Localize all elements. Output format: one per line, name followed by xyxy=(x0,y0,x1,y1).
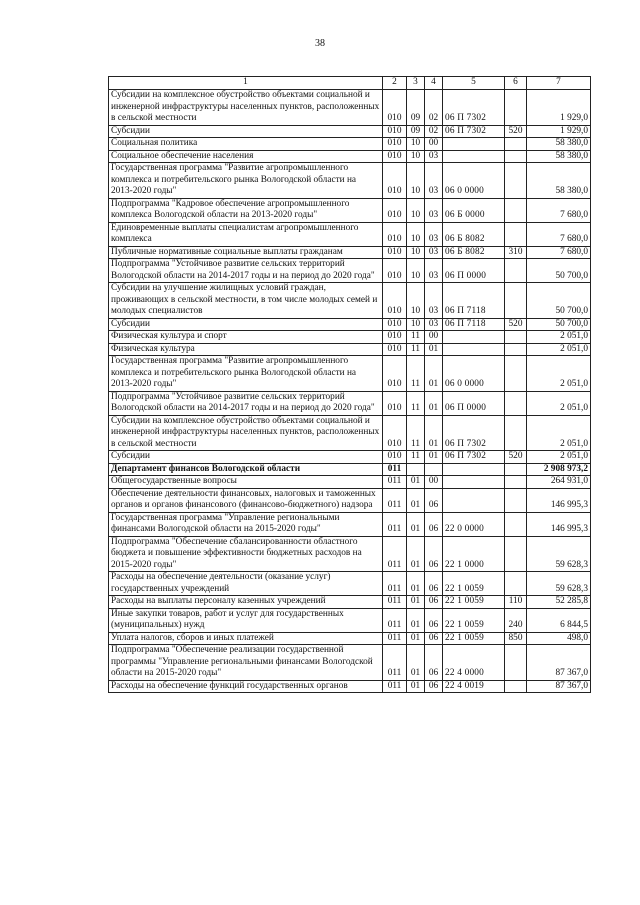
expense-type-cell: 310 xyxy=(505,246,527,259)
header-cell-6: 6 xyxy=(505,77,527,90)
row-name-cell: Единовременные выплаты специалистам агропромышленного комплекса xyxy=(109,222,383,246)
subsection-code-cell: 03 xyxy=(425,163,443,199)
grbs-code-cell: 010 xyxy=(383,222,407,246)
target-article-cell xyxy=(443,463,505,476)
target-article-cell: 06 П 7302 xyxy=(443,125,505,138)
table-row xyxy=(109,463,591,476)
row-name-cell: Социальное обеспечение населения xyxy=(109,150,383,163)
amount-cell: 7 680,0 xyxy=(527,222,591,246)
amount-cell: 87 367,0 xyxy=(527,645,591,681)
grbs-code-cell: 010 xyxy=(383,415,407,451)
target-article-cell: 22 4 0019 xyxy=(443,680,505,693)
grbs-code-cell: 011 xyxy=(383,476,407,489)
expense-type-cell xyxy=(505,343,527,356)
section-code-cell: 11 xyxy=(407,356,425,392)
grbs-code-cell: 010 xyxy=(383,198,407,222)
grbs-code-cell: 011 xyxy=(383,632,407,645)
grbs-code-cell: 010 xyxy=(383,125,407,138)
amount-cell: 50 700,0 xyxy=(527,318,591,331)
row-name-cell: Субсидии xyxy=(109,318,383,331)
subsection-code-cell: 01 xyxy=(425,391,443,415)
grbs-code-cell: 010 xyxy=(383,343,407,356)
section-code-cell: 10 xyxy=(407,163,425,199)
subsection-code-cell: 02 xyxy=(425,90,443,126)
row-name-cell: Подпрограмма "Кадровое обеспечение агропромышленного комплекса Вологодской области на 2013-2020 годы" xyxy=(109,198,383,222)
target-article-cell: 22 1 0059 xyxy=(443,596,505,609)
target-article-cell: 22 1 0059 xyxy=(443,632,505,645)
table-row xyxy=(109,259,591,283)
expense-type-cell xyxy=(505,512,527,536)
subsection-code-cell: 01 xyxy=(425,356,443,392)
table-row xyxy=(109,331,591,344)
grbs-code-cell: 010 xyxy=(383,163,407,199)
row-name-cell: Социальная политика xyxy=(109,138,383,151)
subsection-code-cell: 06 xyxy=(425,608,443,632)
subsection-code-cell: 00 xyxy=(425,138,443,151)
subsection-code-cell: 06 xyxy=(425,512,443,536)
subsection-code-cell: 06 xyxy=(425,572,443,596)
expense-type-cell xyxy=(505,536,527,572)
section-code-cell: 01 xyxy=(407,596,425,609)
subsection-code-cell: 06 xyxy=(425,488,443,512)
expense-type-cell xyxy=(505,572,527,596)
header-cell-3: 3 xyxy=(407,77,425,90)
table-row xyxy=(109,415,591,451)
subsection-code-cell: 03 xyxy=(425,283,443,319)
expense-type-cell xyxy=(505,150,527,163)
grbs-code-cell: 010 xyxy=(383,150,407,163)
table-row xyxy=(109,680,591,693)
amount-cell: 2 051,0 xyxy=(527,343,591,356)
target-article-cell: 06 П 7302 xyxy=(443,90,505,126)
header-cell-2: 2 xyxy=(383,77,407,90)
expense-type-cell xyxy=(505,356,527,392)
section-code-cell: 10 xyxy=(407,222,425,246)
row-name-cell: Физическая культура и спорт xyxy=(109,331,383,344)
section-code-cell: 09 xyxy=(407,125,425,138)
subsection-code-cell: 01 xyxy=(425,451,443,464)
section-code-cell: 10 xyxy=(407,259,425,283)
table-row xyxy=(109,150,591,163)
table-row xyxy=(109,572,591,596)
table-row xyxy=(109,246,591,259)
row-name-cell: Субсидии xyxy=(109,125,383,138)
amount-cell: 6 844,5 xyxy=(527,608,591,632)
header-cell-4: 4 xyxy=(425,77,443,90)
table-row xyxy=(109,632,591,645)
target-article-cell: 06 Б 0000 xyxy=(443,198,505,222)
section-code-cell: 01 xyxy=(407,680,425,693)
section-code-cell: 01 xyxy=(407,645,425,681)
target-article-cell xyxy=(443,138,505,151)
section-code-cell: 11 xyxy=(407,451,425,464)
target-article-cell: 06 П 7118 xyxy=(443,318,505,331)
subsection-code-cell: 02 xyxy=(425,125,443,138)
section-code-cell: 01 xyxy=(407,536,425,572)
expense-type-cell: 110 xyxy=(505,596,527,609)
amount-cell: 50 700,0 xyxy=(527,259,591,283)
target-article-cell: 22 4 0000 xyxy=(443,645,505,681)
amount-cell: 87 367,0 xyxy=(527,680,591,693)
amount-cell: 7 680,0 xyxy=(527,246,591,259)
row-name-cell: Подпрограмма "Устойчивое развитие сельских территорий Вологодской области на 2014-2017 годы и на период до 2020 года" xyxy=(109,391,383,415)
grbs-code-cell: 010 xyxy=(383,246,407,259)
section-code-cell: 01 xyxy=(407,608,425,632)
row-name-cell: Уплата налогов, сборов и иных платежей xyxy=(109,632,383,645)
amount-cell: 264 931,0 xyxy=(527,476,591,489)
subsection-code-cell: 06 xyxy=(425,680,443,693)
budget-table-body xyxy=(109,77,591,693)
grbs-code-cell: 011 xyxy=(383,680,407,693)
amount-cell: 2 051,0 xyxy=(527,391,591,415)
section-code-cell: 09 xyxy=(407,90,425,126)
section-code-cell: 10 xyxy=(407,138,425,151)
grbs-code-cell: 011 xyxy=(383,645,407,681)
grbs-code-cell: 011 xyxy=(383,596,407,609)
target-article-cell xyxy=(443,343,505,356)
row-name-cell: Подпрограмма "Устойчивое развитие сельских территорий Вологодской области на 2014-2017 годы и на период до 2020 года" xyxy=(109,259,383,283)
expense-type-cell xyxy=(505,391,527,415)
target-article-cell: 06 П 7302 xyxy=(443,415,505,451)
expense-type-cell xyxy=(505,259,527,283)
table-row xyxy=(109,488,591,512)
subsection-code-cell: 06 xyxy=(425,596,443,609)
table-row xyxy=(109,596,591,609)
grbs-code-cell: 011 xyxy=(383,572,407,596)
table-row xyxy=(109,283,591,319)
expense-type-cell xyxy=(505,163,527,199)
row-name-cell: Государственная программа "Развитие агропромышленного комплекса и потребительского рынка Вологодской области на 2013-2020 годы" xyxy=(109,163,383,199)
subsection-code-cell: 00 xyxy=(425,476,443,489)
target-article-cell xyxy=(443,476,505,489)
header-cell-5: 5 xyxy=(443,77,505,90)
target-article-cell: 22 0 0000 xyxy=(443,512,505,536)
grbs-code-cell: 010 xyxy=(383,356,407,392)
row-name-cell: Департамент финансов Вологодской области xyxy=(109,463,383,476)
expense-type-cell xyxy=(505,476,527,489)
section-code-cell: 01 xyxy=(407,476,425,489)
amount-cell: 2 908 973,2 xyxy=(527,463,591,476)
expense-type-cell xyxy=(505,198,527,222)
amount-cell: 52 285,8 xyxy=(527,596,591,609)
grbs-code-cell: 010 xyxy=(383,318,407,331)
row-name-cell: Государственная программа "Развитие агропромышленного комплекса и потребительского рынка Вологодской области на 2013-2020 годы" xyxy=(109,356,383,392)
expense-type-cell: 240 xyxy=(505,608,527,632)
subsection-code-cell: 03 xyxy=(425,150,443,163)
expense-type-cell: 520 xyxy=(505,451,527,464)
target-article-cell: 22 1 0059 xyxy=(443,608,505,632)
page-number: 38 xyxy=(315,38,325,49)
table-row xyxy=(109,198,591,222)
section-code-cell: 11 xyxy=(407,343,425,356)
row-name-cell: Субсидии на комплексное обустройство объектами социальной и инженерной инфраструктуры населенных пунктов, расположенных в сельской местности xyxy=(109,90,383,126)
section-code-cell: 01 xyxy=(407,488,425,512)
target-article-cell: 06 П 7302 xyxy=(443,451,505,464)
amount-cell: 7 680,0 xyxy=(527,198,591,222)
subsection-code-cell: 06 xyxy=(425,632,443,645)
table-row xyxy=(109,356,591,392)
grbs-code-cell: 011 xyxy=(383,463,407,476)
amount-cell: 58 380,0 xyxy=(527,150,591,163)
expense-type-cell xyxy=(505,283,527,319)
grbs-code-cell: 010 xyxy=(383,259,407,283)
grbs-code-cell: 010 xyxy=(383,451,407,464)
section-code-cell: 01 xyxy=(407,512,425,536)
table-row xyxy=(109,125,591,138)
subsection-code-cell: 06 xyxy=(425,536,443,572)
subsection-code-cell: 06 xyxy=(425,645,443,681)
target-article-cell xyxy=(443,150,505,163)
table-header-row xyxy=(109,77,591,90)
amount-cell: 1 929,0 xyxy=(527,125,591,138)
amount-cell: 59 628,3 xyxy=(527,572,591,596)
subsection-code-cell: 00 xyxy=(425,331,443,344)
amount-cell: 2 051,0 xyxy=(527,331,591,344)
subsection-code-cell xyxy=(425,463,443,476)
grbs-code-cell: 010 xyxy=(383,391,407,415)
expense-type-cell: 520 xyxy=(505,318,527,331)
grbs-code-cell: 010 xyxy=(383,90,407,126)
row-name-cell: Иные закупки товаров, работ и услуг для государственных (муниципальных) нужд xyxy=(109,608,383,632)
row-name-cell: Публичные нормативные социальные выплаты гражданам xyxy=(109,246,383,259)
section-code-cell: 10 xyxy=(407,150,425,163)
amount-cell: 498,0 xyxy=(527,632,591,645)
expense-type-cell xyxy=(505,138,527,151)
expense-type-cell xyxy=(505,90,527,126)
amount-cell: 58 380,0 xyxy=(527,163,591,199)
target-article-cell: 06 Б 8082 xyxy=(443,246,505,259)
section-code-cell: 01 xyxy=(407,572,425,596)
subsection-code-cell: 03 xyxy=(425,318,443,331)
amount-cell: 2 051,0 xyxy=(527,356,591,392)
table-row xyxy=(109,222,591,246)
section-code-cell: 11 xyxy=(407,331,425,344)
expense-type-cell xyxy=(505,331,527,344)
target-article-cell: 06 0 0000 xyxy=(443,356,505,392)
amount-cell: 146 995,3 xyxy=(527,512,591,536)
section-code-cell xyxy=(407,463,425,476)
subsection-code-cell: 03 xyxy=(425,198,443,222)
target-article-cell xyxy=(443,331,505,344)
grbs-code-cell: 011 xyxy=(383,608,407,632)
row-name-cell: Физическая культура xyxy=(109,343,383,356)
grbs-code-cell: 010 xyxy=(383,331,407,344)
amount-cell: 58 380,0 xyxy=(527,138,591,151)
table-row xyxy=(109,608,591,632)
table-row xyxy=(109,476,591,489)
section-code-cell: 11 xyxy=(407,415,425,451)
section-code-cell: 10 xyxy=(407,283,425,319)
row-name-cell: Субсидии на улучшение жилищных условий граждан, проживающих в сельской местности, в том числе молодых семей и молодых специалистов xyxy=(109,283,383,319)
target-article-cell: 22 1 0059 xyxy=(443,572,505,596)
table-row xyxy=(109,512,591,536)
expense-type-cell xyxy=(505,680,527,693)
row-name-cell: Субсидии xyxy=(109,451,383,464)
header-cell-1: 1 xyxy=(109,77,383,90)
budget-table xyxy=(108,76,591,693)
table-row xyxy=(109,451,591,464)
row-name-cell: Подпрограмма "Обеспечение сбалансированности областного бюджета и повышение эффективности бюджетных расходов на 2015-2020 годы" xyxy=(109,536,383,572)
expense-type-cell: 850 xyxy=(505,632,527,645)
amount-cell: 2 051,0 xyxy=(527,451,591,464)
target-article-cell: 06 П 0000 xyxy=(443,391,505,415)
grbs-code-cell: 010 xyxy=(383,283,407,319)
section-code-cell: 01 xyxy=(407,632,425,645)
table-row xyxy=(109,138,591,151)
amount-cell: 59 628,3 xyxy=(527,536,591,572)
expense-type-cell xyxy=(505,415,527,451)
subsection-code-cell: 03 xyxy=(425,222,443,246)
subsection-code-cell: 03 xyxy=(425,259,443,283)
header-cell-7: 7 xyxy=(527,77,591,90)
expense-type-cell xyxy=(505,645,527,681)
table-row xyxy=(109,318,591,331)
amount-cell: 2 051,0 xyxy=(527,415,591,451)
expense-type-cell: 520 xyxy=(505,125,527,138)
row-name-cell: Обеспечение деятельности финансовых, налоговых и таможенных органов и органов финансового (финансово-бюджетного) надзора xyxy=(109,488,383,512)
expense-type-cell xyxy=(505,488,527,512)
expense-type-cell xyxy=(505,463,527,476)
grbs-code-cell: 011 xyxy=(383,536,407,572)
subsection-code-cell: 01 xyxy=(425,343,443,356)
target-article-cell xyxy=(443,488,505,512)
section-code-cell: 10 xyxy=(407,198,425,222)
table-row xyxy=(109,391,591,415)
row-name-cell: Расходы на обеспечение деятельности (оказание услуг) государственных учреждений xyxy=(109,572,383,596)
target-article-cell: 06 П 0000 xyxy=(443,259,505,283)
section-code-cell: 10 xyxy=(407,318,425,331)
table-row xyxy=(109,536,591,572)
expense-type-cell xyxy=(505,222,527,246)
grbs-code-cell: 010 xyxy=(383,138,407,151)
row-name-cell: Подпрограмма "Обеспечение реализации государственной программы "Управление региональными финансами Вологодской области на 2015-2020 годы" xyxy=(109,645,383,681)
target-article-cell: 06 Б 8082 xyxy=(443,222,505,246)
section-code-cell: 10 xyxy=(407,246,425,259)
target-article-cell: 22 1 0000 xyxy=(443,536,505,572)
amount-cell: 146 995,3 xyxy=(527,488,591,512)
row-name-cell: Государственная программа "Управление региональными финансами Вологодской области на 2015-2020 годы" xyxy=(109,512,383,536)
row-name-cell: Субсидии на комплексное обустройство объектами социальной и инженерной инфраструктуры населенных пунктов, расположенных в сельской местности xyxy=(109,415,383,451)
grbs-code-cell: 011 xyxy=(383,512,407,536)
amount-cell: 50 700,0 xyxy=(527,283,591,319)
table-row xyxy=(109,90,591,126)
amount-cell: 1 929,0 xyxy=(527,90,591,126)
table-row xyxy=(109,645,591,681)
row-name-cell: Расходы на обеспечение функций государственных органов xyxy=(109,680,383,693)
subsection-code-cell: 01 xyxy=(425,415,443,451)
row-name-cell: Расходы на выплаты персоналу казенных учреждений xyxy=(109,596,383,609)
target-article-cell: 06 0 0000 xyxy=(443,163,505,199)
row-name-cell: Общегосударственные вопросы xyxy=(109,476,383,489)
grbs-code-cell: 011 xyxy=(383,488,407,512)
table-row xyxy=(109,163,591,199)
target-article-cell: 06 П 7118 xyxy=(443,283,505,319)
subsection-code-cell: 03 xyxy=(425,246,443,259)
table-row xyxy=(109,343,591,356)
section-code-cell: 11 xyxy=(407,391,425,415)
